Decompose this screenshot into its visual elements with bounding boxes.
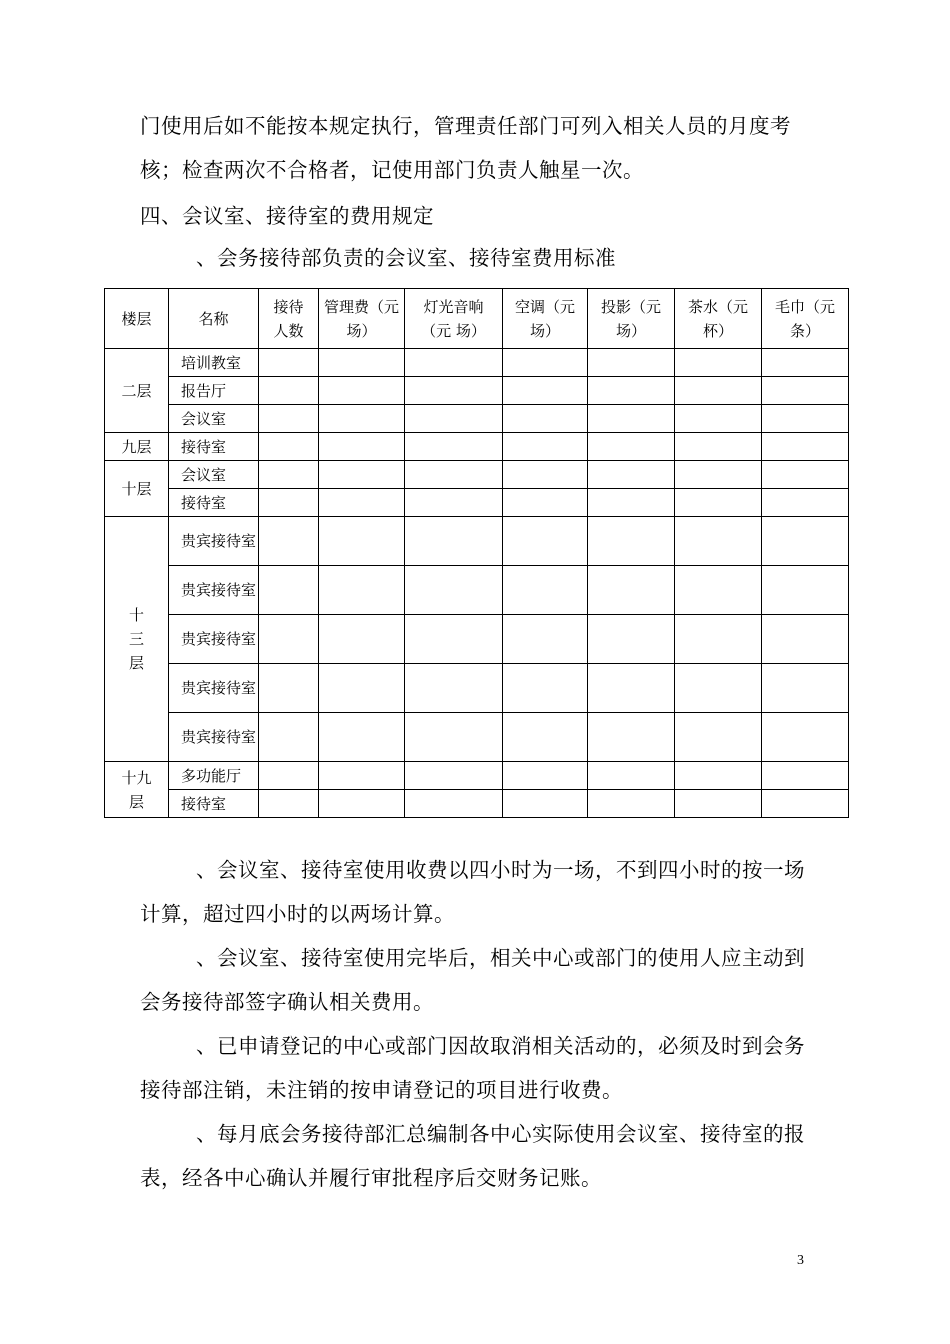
- header-management-fee: 管理费（元 场）: [319, 289, 405, 349]
- section-title: 四、会议室、接待室的费用规定: [140, 204, 434, 228]
- note-paragraph: 、会议室、接待室使用收费以四小时为一场，不到四小时的按一场计算，超过四小时的以两场计算。: [140, 858, 805, 926]
- room-cell: 贵宾接待室: [169, 713, 259, 762]
- room-cell: 培训教室: [169, 349, 259, 377]
- header-air-conditioning: 空调（元 场）: [503, 289, 588, 349]
- intro-paragraph: 门使用后如不能按本规定执行，管理责任部门可列入相关人员的月度考核；检查两次不合格者，记使用部门负责人触星一次。: [140, 114, 791, 182]
- table-caption: 、会务接待部负责的会议室、接待室费用标准: [196, 246, 616, 270]
- page-number: 3: [797, 1253, 804, 1268]
- room-cell: 接待室: [169, 790, 259, 818]
- room-cell: 会议室: [169, 405, 259, 433]
- header-lighting-audio: 灯光音响（元 场）: [405, 289, 503, 349]
- note-paragraph: 、会议室、接待室使用完毕后，相关中心或部门的使用人应主动到会务接待部签字确认相关费用。: [140, 946, 805, 1014]
- floor-cell: 九层: [105, 433, 169, 461]
- note-paragraph: 、每月底会务接待部汇总编制各中心实际使用会议室、接待室的报表，经各中心确认并履行审批程序后交财务记账。: [140, 1122, 805, 1190]
- room-cell: 多功能厅: [169, 762, 259, 790]
- room-cell: 接待室: [169, 489, 259, 517]
- table-row: [105, 790, 849, 818]
- table-row: [105, 349, 849, 377]
- room-cell: 接待室: [169, 433, 259, 461]
- notes-section: [140, 848, 810, 1200]
- table-row: [105, 461, 849, 489]
- note-paragraph: 、已申请登记的中心或部门因故取消相关活动的，必须及时到会务接待部注销，未注销的按申请登记的项目进行收费。: [140, 1034, 805, 1102]
- room-cell: 贵宾接待室: [169, 566, 259, 615]
- table-row: [105, 762, 849, 790]
- fee-table: [104, 288, 849, 818]
- floor-cell: 十九层: [105, 762, 169, 818]
- table-row: [105, 713, 849, 762]
- floor-cell: 十三层: [105, 517, 169, 762]
- header-name: 名称: [169, 289, 259, 349]
- room-cell: 报告厅: [169, 377, 259, 405]
- floor-cell: 十层: [105, 461, 169, 517]
- header-towel: 毛巾（元 条）: [762, 289, 849, 349]
- table-row: [105, 433, 849, 461]
- header-floor: 楼层: [105, 289, 169, 349]
- table-row: [105, 489, 849, 517]
- header-tea: 茶水（元 杯）: [675, 289, 762, 349]
- room-cell: 贵宾接待室: [169, 664, 259, 713]
- table-header-row: [105, 289, 849, 349]
- table-row: [105, 664, 849, 713]
- table-row: [105, 405, 849, 433]
- room-cell: 会议室: [169, 461, 259, 489]
- room-cell: 贵宾接待室: [169, 517, 259, 566]
- header-projector: 投影（元 场）: [588, 289, 675, 349]
- header-guests: 接待人数: [259, 289, 319, 349]
- table-row: [105, 377, 849, 405]
- floor-cell: 二层: [105, 349, 169, 433]
- table-row: [105, 615, 849, 664]
- room-cell: 贵宾接待室: [169, 615, 259, 664]
- table-row: [105, 517, 849, 566]
- table-row: [105, 566, 849, 615]
